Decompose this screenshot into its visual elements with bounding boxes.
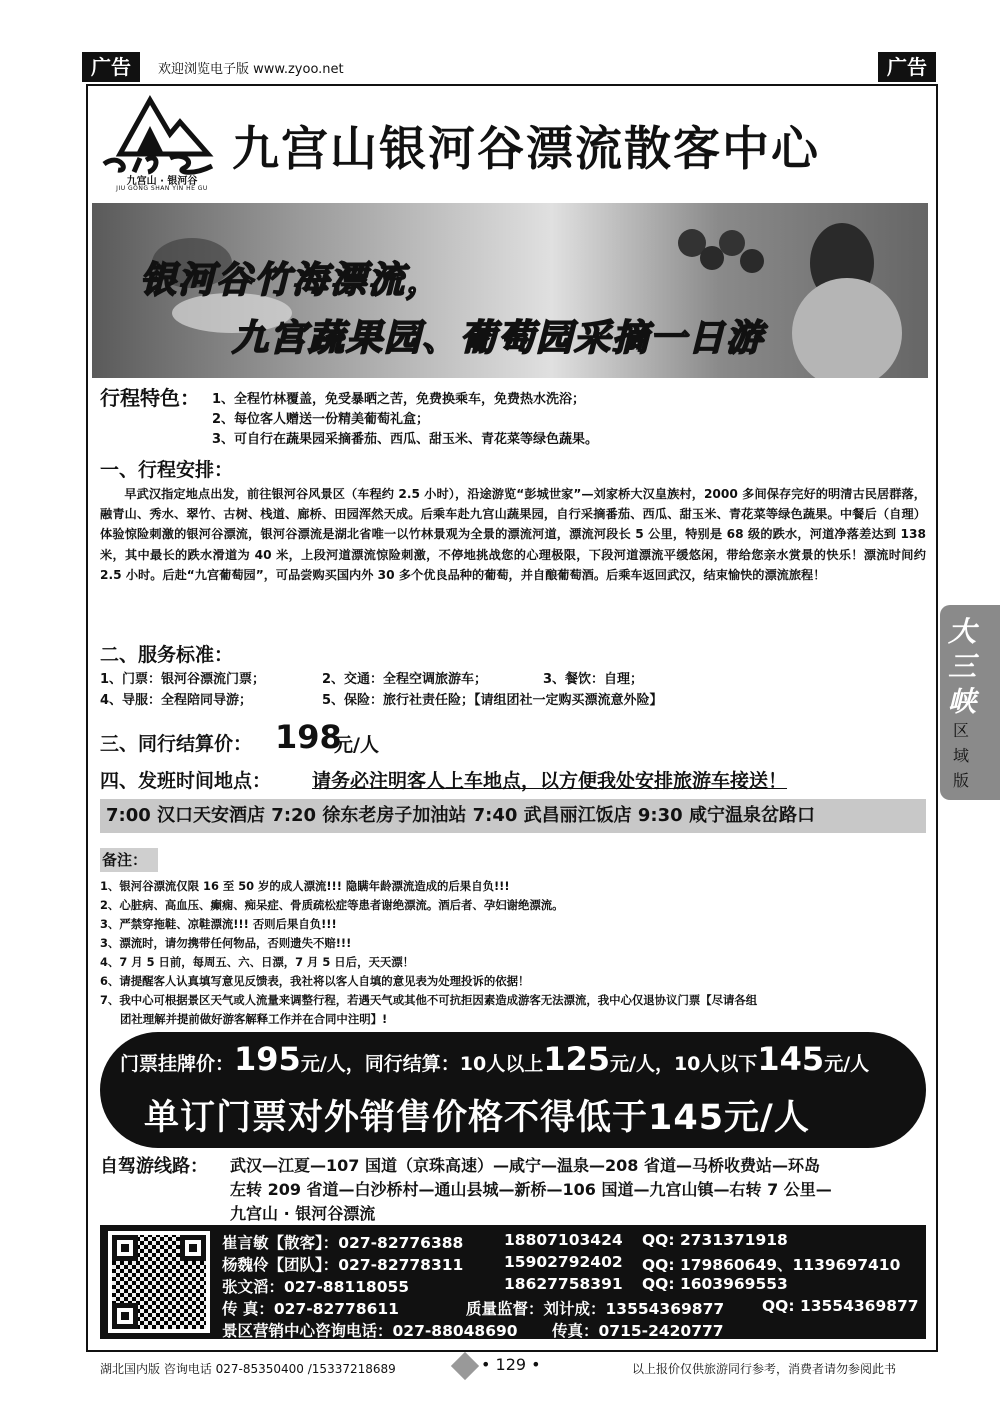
ticket-price-line (120, 1040, 869, 1078)
banner-headline-1: 银河谷竹海漂流， (140, 259, 445, 301)
side-tab-char: 区 (953, 721, 970, 740)
page-title: 九宫山银河谷漂流散客中心 (232, 122, 820, 177)
contact-name-phone: 张文滔：027-88118055 (222, 1278, 410, 1296)
note-item: 1、银河谷漂流仅限 16 至 50 岁的成人漂流!!! 隐瞒年龄漂流造成的后果自负!!! (100, 879, 510, 893)
service-item: 5、保险：旅行社责任险；【请组团社一定购买漂流意外险】 (322, 693, 663, 708)
footer-page (455, 1355, 541, 1376)
contact-qq: QQ: 179860649、1139697410 (642, 1256, 901, 1274)
drive-route-line: 武汉—江夏—107 国道（京珠高速）—咸宁—温泉—208 省道—马桥收费站—环岛 (230, 1156, 820, 1175)
note-item: 6、请提醒客人认真填写意见反馈表，我社将以客人自填的意见表为处理投诉的依据！ (100, 974, 530, 988)
side-tab-char: 域 (953, 746, 970, 765)
page-number: • 129 • (481, 1355, 541, 1374)
banner-headline-2: 九宫蔬果园、葡萄园采摘一日游 (232, 317, 765, 359)
qr-code-icon[interactable] (108, 1231, 210, 1333)
itinerary-body: 早武汉指定地点出发，前往银河谷风景区（车程约 2.5 小时），沿途游览“彭城世家”—刘家桥大汉皇族村，2000 多间保存完好的明清古民居群落，融青山、秀水、翠竹、古树、栈道、廊桥、田园浑然天成。后乘车赴九宫山蔬果园，自行采摘番茄、西瓜、甜玉米、青花菜等绿色蔬果。中餐后（自理）体验惊险刺激的银河谷漂流，银河谷漂流是湖北省唯一以竹林景观为全景的漂流河道，漂流河段长 5 公里，特别是 68 级的跌水，河道净落差达到 138 米，其中最长的跌水滑道为 40 米，上段河道漂流惊险刺激，不停地挑战您的心理极限，下段河道漂流平缓悠闲，带给您亲水赏景的快乐！漂流时间约 2.5 小时。后赴“九宫葡萄园”，可品尝购买国内外 30 多个优良品种的葡萄，并自酿葡萄酒。后乘车返回武汉，结束愉快的漂流旅程！ (100, 487, 926, 582)
settle-price: 198 (275, 718, 342, 756)
side-tab-char: 峡 (948, 685, 977, 718)
note-item: 3、严禁穿拖鞋、凉鞋漂流!!! 否则后果自负!!! (100, 917, 337, 931)
ticket-slogan: 单订门票对外销售价格不得低于145元/人 (144, 1098, 810, 1138)
contact-hotline: 景区营销中心咨询电话：027-88048690 (222, 1322, 518, 1340)
feature-item: 2、每位客人赠送一份精美葡萄礼盒； (212, 412, 430, 427)
contact-fax: 传 真：027-82778611 (222, 1300, 399, 1318)
features-heading: 行程特色： (100, 386, 200, 410)
ticket-unit: 元/人，10人以下 (610, 1053, 758, 1075)
settle-heading: 三、同行结算价： (100, 733, 253, 755)
feature-item: 1、全程竹林覆盖，免受暴晒之苦，免费换乘车，免费热水洗浴； (212, 392, 586, 407)
note-item: 3、漂流时，请勿携带任何物品，否则遗失不赔!!! (100, 936, 352, 950)
contact-mobile: 18807103424 (504, 1231, 623, 1249)
footer-left: 湖北国内版 咨询电话 027-85350400 /15337218689 (100, 1362, 396, 1376)
contact-name-phone: 崔言敏【散客】：027-82776388 (222, 1234, 464, 1252)
departure-heading: 四、发班时间地点： (100, 770, 272, 792)
footer-right: 以上报价仅供旅游同行参考，消费者请勿参阅此书 (632, 1362, 897, 1376)
service-heading: 二、服务标准： (100, 644, 234, 666)
ticket-group-price: 125 (543, 1040, 610, 1078)
ticket-price-banner (100, 1032, 926, 1148)
side-tab-char: 版 (953, 771, 970, 790)
contact-fax: 传真：0715-2420777 (552, 1322, 724, 1340)
side-tab-char: 三 (948, 650, 977, 683)
ticket-small-group-price: 145 (757, 1040, 825, 1078)
note-item: 团社理解并提前做好游客解释工作并在合同中注明】! (120, 1012, 388, 1026)
logo-en-text: JIU GONG SHAN YIN HE GU (116, 185, 208, 192)
contact-qq: QQ: 13554369877 (762, 1297, 919, 1315)
note-item: 2、心脏病、高血压、癫痫、痴呆症、骨质疏松症等患者谢绝漂流。酒后者、孕妇谢绝漂流。 (100, 898, 564, 912)
ticket-list-price: 195 (234, 1040, 301, 1078)
service-item: 4、导服：全程陪同导游； (100, 693, 253, 708)
departure-notice: 请务必注明客人上车地点，以方便我处安排旅游车接送！ (312, 770, 788, 792)
contact-name-phone: 杨魏伶【团队】：027-82778311 (222, 1256, 464, 1274)
drive-route-line: 左转 209 省道—白沙桥村—通山县城—新桥—106 国道—九宫山镇—右转 7 公里— (230, 1180, 832, 1199)
notes-heading: 备注： (100, 848, 158, 872)
drive-route-line: 九宫山 · 银河谷漂流 (230, 1204, 376, 1223)
settle-unit: 元/人 (334, 734, 379, 756)
note-item: 4、7 月 5 日前，每周五、六、日漂，7 月 5 日后，天天漂！ (100, 955, 415, 969)
ad-tag-right: 广告 (878, 52, 936, 82)
contact-mobile: 15902792402 (504, 1253, 623, 1271)
ticket-unit: 元/人，同行结算：10人以上 (300, 1053, 544, 1075)
ticket-label: 门票挂牌价： (120, 1053, 235, 1075)
website-url: 欢迎浏览电子版 www.zyoo.net (158, 62, 344, 77)
note-item: 7、我中心可根据景区天气或人流量来调整行程，若遇天气或其他不可抗拒因素造成游客无法漂流，我中心仅退协议门票【尽请各组 (100, 993, 758, 1007)
itinerary-heading: 一、行程安排： (100, 459, 234, 481)
side-tab-char: 大 (948, 615, 977, 648)
service-item: 2、交通：全程空调旅游车； (322, 672, 488, 687)
drive-heading: 自驾游线路： (100, 1156, 208, 1177)
diamond-icon (451, 1351, 479, 1379)
service-item: 3、餐饮：自理； (543, 672, 644, 687)
ad-tag-left: 广告 (82, 52, 140, 82)
contact-supervisor: 质量监督：刘计成：13554369877 (466, 1300, 725, 1318)
contact-qq: QQ: 2731371918 (642, 1231, 788, 1249)
service-item: 1、门票：银河谷漂流门票； (100, 672, 266, 687)
departure-schedule: 7:00 汉口天安酒店 7:20 徐东老房子加油站 7:40 武昌丽江饭店 9:30 咸宁温泉岔路口 (100, 799, 926, 833)
logo-cn-text: 九宫山 · 银河谷 (126, 176, 198, 187)
contact-panel (100, 1225, 926, 1339)
ticket-unit: 元/人 (824, 1053, 870, 1075)
contact-mobile: 18627758391 (504, 1275, 623, 1293)
contact-qq: QQ: 1603969553 (642, 1275, 788, 1293)
feature-item: 3、可自行在蔬果园采摘番茄、西瓜、甜玉米、青花菜等绿色蔬果。 (212, 432, 599, 447)
